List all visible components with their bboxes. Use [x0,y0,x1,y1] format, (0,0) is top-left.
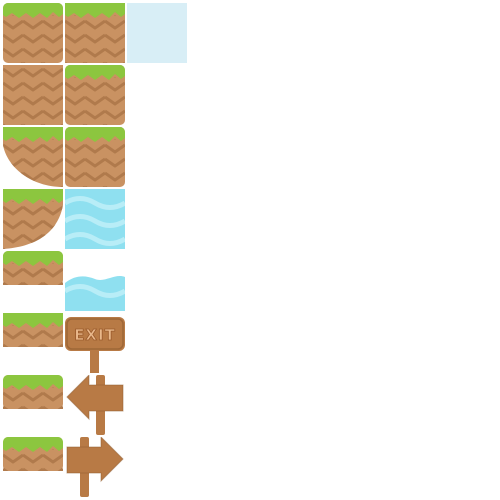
arrow-left-sign-icon [65,375,125,435]
grass-dirt-corner-icon [3,127,63,187]
grass-dirt-tile-flat[interactable] [65,3,125,63]
grass-platform-icon [3,251,63,311]
grass-dirt-corner-right-curve[interactable] [3,189,63,249]
grass-platform-flat[interactable] [3,313,63,373]
dirt-tile-icon [3,65,63,125]
light-water-tile-icon [127,3,187,63]
water-tile[interactable] [65,189,125,249]
grass-platform-small[interactable] [3,251,63,311]
arrow-right-sign-icon [65,437,125,497]
light-water-tile[interactable] [127,3,187,63]
arrow-right-sign[interactable] [65,437,125,497]
exit-sign-icon [65,313,125,373]
grass-dirt-tile-icon [65,65,125,125]
grass-dirt-corner-icon [3,189,63,249]
grass-dirt-tile-rounded-left[interactable] [3,3,63,63]
grass-dirt-tile-icon [65,3,125,63]
grass-dirt-tile-rounded-right[interactable] [65,65,125,125]
grass-platform-icon [3,375,63,435]
dirt-tile[interactable] [3,65,63,125]
water-surface-tile[interactable] [65,251,125,311]
grass-dirt-tile-icon [65,127,125,187]
exit-sign[interactable] [65,313,125,373]
exit-sign-label: EXIT [74,326,116,344]
grass-platform-rounded[interactable] [3,375,63,435]
water-tile-icon [65,189,125,249]
water-surface-icon [65,251,125,311]
grass-platform-end[interactable] [3,437,63,497]
grass-dirt-tile-icon [3,3,63,63]
grass-platform-icon [3,313,63,373]
arrow-left-sign[interactable] [65,375,125,435]
grass-dirt-tile-rounded[interactable] [65,127,125,187]
grass-dirt-corner-left-curve[interactable] [3,127,63,187]
grass-platform-icon [3,437,63,497]
